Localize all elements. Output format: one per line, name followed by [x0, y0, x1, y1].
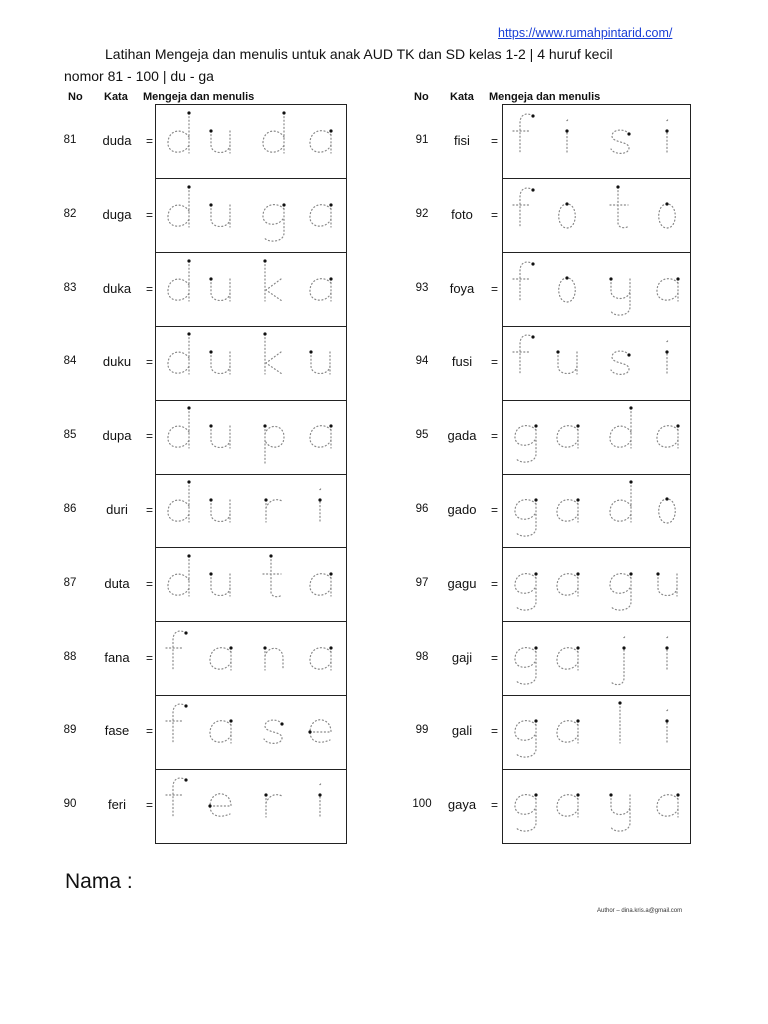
dotted-letter-a	[557, 425, 580, 449]
tracing-letters[interactable]	[503, 474, 690, 548]
dotted-letter-o	[659, 202, 676, 228]
dotted-letter-u	[209, 425, 230, 449]
row-number: 83	[63, 281, 77, 294]
dotted-letter-p	[263, 425, 284, 465]
dotted-letter-f	[513, 114, 535, 153]
row-number: 92	[415, 207, 429, 220]
dotted-letter-a	[210, 720, 233, 744]
equals-sign: =	[146, 355, 154, 370]
col-header-no-right: No	[414, 91, 429, 103]
tracing-letters[interactable]	[156, 105, 346, 179]
dotted-letter-k	[263, 259, 282, 301]
row-word: duta	[104, 575, 130, 591]
name-label: Nama :	[65, 870, 133, 893]
dotted-letter-a	[310, 646, 333, 670]
row-number: 82	[63, 207, 77, 220]
dotted-letter-g	[515, 572, 538, 610]
dotted-letter-d	[610, 407, 633, 449]
col-header-no-left: No	[68, 91, 83, 103]
row-number: 97	[415, 576, 429, 589]
dotted-letter-a	[557, 498, 580, 522]
dotted-letter-f	[166, 704, 188, 743]
tracing-letters[interactable]	[503, 695, 690, 769]
dotted-letter-o	[559, 202, 576, 228]
dotted-letter-g	[515, 794, 538, 832]
dotted-letter-f	[513, 188, 535, 227]
dotted-letter-d	[610, 480, 633, 522]
row-word: gada	[447, 428, 477, 444]
dotted-letter-s	[611, 130, 631, 153]
dotted-letter-i	[318, 784, 321, 818]
dotted-letter-t	[263, 554, 282, 596]
dotted-letter-f	[513, 335, 535, 374]
row-number: 88	[63, 650, 77, 663]
row-number: 91	[415, 133, 429, 146]
tracing-letters[interactable]	[156, 695, 346, 769]
tracing-letters[interactable]	[156, 400, 346, 474]
dotted-letter-g	[515, 425, 538, 463]
tracing-letters[interactable]	[503, 548, 690, 622]
row-word: duri	[106, 501, 128, 517]
dotted-letter-g	[515, 646, 538, 684]
dotted-letter-u	[656, 572, 677, 596]
col-header-kata-right: Kata	[450, 91, 474, 103]
row-number: 98	[415, 650, 429, 663]
dotted-letter-f	[166, 631, 188, 670]
equals-sign: =	[491, 798, 499, 813]
row-number: 94	[415, 355, 429, 368]
dotted-letter-d	[168, 554, 191, 596]
equals-sign: =	[491, 724, 499, 739]
col-header-practice-right: Mengeja dan menulis	[489, 91, 601, 103]
equals-sign: =	[146, 576, 154, 591]
dotted-letter-i	[665, 636, 668, 670]
dotted-letter-r	[264, 498, 282, 522]
row-word: fana	[104, 649, 130, 665]
row-number: 85	[63, 429, 77, 442]
dotted-letter-y	[609, 794, 630, 832]
equals-sign: =	[146, 502, 154, 517]
tracing-letters[interactable]	[156, 622, 346, 696]
dotted-letter-g	[515, 720, 538, 758]
dotted-letter-a	[557, 572, 580, 596]
dotted-letter-i	[318, 488, 321, 522]
row-word: gagu	[447, 575, 477, 591]
equals-sign: =	[491, 576, 499, 591]
row-word: gaya	[447, 797, 477, 813]
tracing-letters[interactable]	[156, 548, 346, 622]
dotted-letter-k	[263, 333, 282, 375]
dotted-letter-i	[665, 341, 668, 375]
equals-sign: =	[491, 429, 499, 444]
tracing-letters[interactable]	[156, 253, 346, 327]
dotted-letter-a	[310, 572, 333, 596]
dotted-letter-u	[209, 129, 230, 153]
dotted-letter-e	[208, 794, 231, 816]
page-title: Latihan Mengeja dan menulis untuk anak AUD TK dan SD kelas 1-2 | 4 huruf kecil	[105, 46, 613, 62]
dotted-letter-r	[264, 794, 282, 818]
dotted-letter-d	[263, 111, 286, 153]
dotted-letter-u	[309, 351, 330, 375]
practice-panel	[502, 104, 691, 844]
row-word: fase	[104, 723, 130, 739]
row-word: duka	[102, 280, 132, 296]
row-number: 95	[415, 429, 429, 442]
row-number: 96	[415, 502, 429, 515]
dotted-letter-n	[263, 646, 283, 670]
dotted-letter-d	[168, 333, 191, 375]
row-word: foto	[451, 206, 473, 222]
equals-sign: =	[491, 133, 499, 148]
row-number: 99	[415, 724, 429, 737]
row-word: dupa	[102, 428, 132, 444]
row-word: duku	[102, 354, 132, 370]
row-number: 81	[63, 133, 77, 146]
dotted-letter-a	[557, 720, 580, 744]
equals-sign: =	[146, 724, 154, 739]
dotted-letter-u	[556, 351, 577, 375]
dotted-letter-g	[515, 498, 538, 536]
equals-sign: =	[146, 429, 154, 444]
row-number: 93	[415, 281, 429, 294]
row-word: gaji	[451, 649, 473, 665]
dotted-letter-a	[557, 646, 580, 670]
dotted-letter-o	[559, 276, 576, 302]
equals-sign: =	[491, 650, 499, 665]
tracing-letters[interactable]	[503, 769, 690, 843]
row-word: fisi	[454, 132, 470, 148]
row-word: duga	[102, 206, 132, 222]
equals-sign: =	[491, 207, 499, 222]
dotted-letter-s	[611, 351, 631, 374]
dotted-letter-u	[209, 351, 230, 375]
row-word: feri	[107, 797, 127, 813]
dotted-letter-f	[513, 262, 535, 301]
row-word: gado	[447, 501, 477, 517]
dotted-letter-u	[209, 203, 230, 227]
equals-sign: =	[491, 281, 499, 296]
dotted-letter-d	[168, 185, 191, 227]
row-word: duda	[102, 132, 132, 148]
dotted-letter-a	[310, 277, 333, 301]
tracing-letters[interactable]	[156, 326, 346, 400]
equals-sign: =	[146, 207, 154, 222]
row-number: 86	[63, 502, 77, 515]
tracing-letters[interactable]	[503, 105, 690, 179]
tracing-letters[interactable]	[503, 622, 690, 696]
dotted-letter-d	[168, 407, 191, 449]
tracing-letters[interactable]	[503, 326, 690, 400]
author-credit: Author – dina.kris.a@gmail.com	[597, 908, 683, 914]
tracing-letters[interactable]	[156, 769, 346, 843]
tracing-letters[interactable]	[503, 253, 690, 327]
dotted-letter-j	[611, 636, 626, 684]
dotted-letter-l	[618, 702, 621, 744]
dotted-letter-d	[168, 259, 191, 301]
page-subtitle: nomor 81 - 100 | du - ga	[64, 68, 214, 84]
equals-sign: =	[491, 502, 499, 517]
tracing-letters[interactable]	[503, 179, 690, 253]
row-number: 90	[63, 798, 77, 811]
practice-panel	[155, 104, 347, 844]
dotted-letter-a	[657, 277, 680, 301]
dotted-letter-i	[665, 119, 668, 153]
row-word: foya	[449, 280, 475, 296]
dotted-letter-o	[659, 497, 676, 523]
dotted-letter-i	[665, 710, 668, 744]
dotted-letter-a	[310, 425, 333, 449]
dotted-letter-u	[209, 277, 230, 301]
equals-sign: =	[146, 798, 154, 813]
equals-sign: =	[491, 355, 499, 370]
dotted-letter-d	[168, 111, 191, 153]
dotted-letter-i	[565, 119, 568, 153]
dotted-letter-s	[264, 720, 284, 743]
dotted-letter-e	[308, 720, 331, 742]
row-number: 100	[412, 798, 432, 811]
row-number: 84	[63, 355, 77, 368]
dotted-letter-u	[209, 498, 230, 522]
dotted-letter-a	[657, 794, 680, 818]
dotted-letter-d	[168, 480, 191, 522]
row-word: gali	[451, 723, 473, 739]
row-number: 89	[63, 724, 77, 737]
dotted-letter-a	[657, 425, 680, 449]
col-header-practice-left: Mengeja dan menulis	[143, 91, 255, 103]
dotted-letter-u	[209, 572, 230, 596]
tracing-letters[interactable]	[156, 179, 346, 253]
dotted-letter-a	[210, 646, 233, 670]
tracing-letters[interactable]	[503, 400, 690, 474]
col-header-kata-left: Kata	[104, 91, 128, 103]
dotted-letter-a	[557, 794, 580, 818]
row-word: fusi	[451, 354, 473, 370]
dotted-letter-t	[610, 185, 629, 227]
equals-sign: =	[146, 281, 154, 296]
row-number: 87	[63, 576, 77, 589]
dotted-letter-g	[263, 203, 286, 241]
tracing-letters[interactable]	[156, 474, 346, 548]
equals-sign: =	[146, 133, 154, 148]
dotted-letter-y	[609, 277, 630, 315]
dotted-letter-f	[166, 778, 188, 817]
dotted-letter-a	[310, 203, 333, 227]
equals-sign: =	[146, 650, 154, 665]
dotted-letter-a	[310, 129, 333, 153]
source-link[interactable]: https://www.rumahpintarid.com/	[498, 26, 673, 40]
dotted-letter-g	[610, 572, 633, 610]
